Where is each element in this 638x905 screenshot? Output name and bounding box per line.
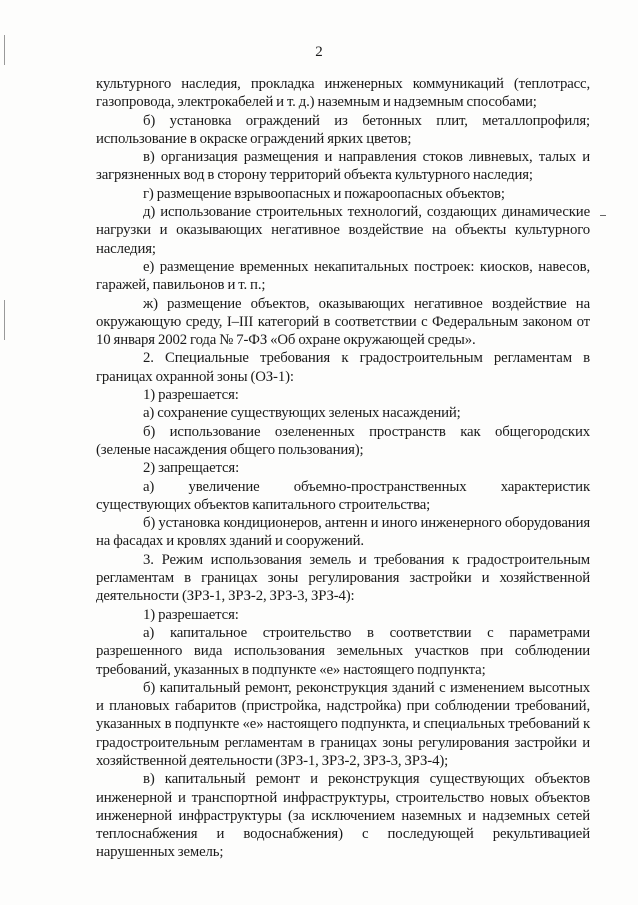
paragraph: г) размещение взрывоопасных и пожароопасных объектов;: [143, 185, 505, 202]
paragraph: 2. Специальные требования к градостроительным регламентам в границах охранной зоны (ОЗ-1):: [96, 350, 590, 385]
paragraph: б) установка кондиционеров, антенн и иного инженерного оборудования на фасадах и кровлях зданий и сооружений.: [96, 515, 590, 550]
paragraph: ж) размещение объектов, оказывающих негативное воздействие на окружающую среду, I–III категорий в соответствии с Федеральным законом от 10 января 2002 года № 7-ФЗ «Об охране окружающей среды».: [96, 295, 590, 349]
scan-edge-mark: [4, 300, 5, 340]
paragraph: 1) разрешается:: [143, 387, 239, 404]
paragraph: б) использование озелененных пространств как общегородских (зеленые насаждения общего пользования);: [96, 423, 590, 458]
paragraph: б) установка ограждений из бетонных плит, металлопрофиля; использование в окраске ограждений ярких цветов;: [96, 112, 590, 147]
paragraph: 2) запрещается:: [143, 460, 240, 477]
paragraph: а) капитальное строительство в соответствии с параметрами разрешенного вида использования земельных участков при соблюдении требований, указанных в подпункте «е» настоящего подпункта;: [96, 624, 590, 678]
paragraph: е) размещение временных некапитальных построек: киосков, навесов, гаражей, павильонов и т. п.;: [96, 258, 590, 294]
paragraph: в) капитальный ремонт и реконструкция существующих объектов инженерной и транспортной инфраструктуры, строительство новых объектов инженерной инфраструктуры (за исключением наземных и надземных сетей теплоснабжения и водоснабжения) с последующей рекультивацией нарушенных земель;: [96, 771, 590, 861]
paragraph: а) сохранение существующих зеленых насаждений;: [143, 405, 461, 422]
paragraph: 1) разрешается:: [143, 606, 239, 623]
scan-mark: [600, 215, 606, 216]
paragraph: 3. Режим использования земель и требования к градостроительным регламентам в границах зоны регулирования застройки и хозяйственной деятельности (ЗРЗ-1, ЗРЗ-2, ЗРЗ-3, ЗРЗ-4):: [96, 551, 590, 605]
paragraph: б) капитальный ремонт, реконструкция зданий с изменением высотных и плановых габаритов (пристройка, надстройка) при соблюдении требований, указанных в подпункте «е» настоящего подпункта, и специальных требований к градостроительным регламентам в границах зоны регулирования застройки и хозяйственной деятельности (ЗРЗ-1, ЗРЗ-2, ЗРЗ-3, ЗРЗ-4);: [96, 679, 590, 769]
paragraph: культурного наследия, прокладка инженерных коммуникаций (теплотрасс, газопровода, электрокабелей и т. д.) наземным и надземным способами;: [96, 76, 590, 111]
paragraph: в) организация размещения и направления стоков ливневых, талых и загрязненных вод в сторону территорий объекта культурного наследия;: [96, 149, 590, 184]
page-number: 2: [315, 44, 323, 60]
paragraph: д) использование строительных технологий, создающих динамические нагрузки и оказывающих негативное воздействие на объекты культурного наследия;: [96, 204, 590, 257]
paragraph: а) увеличение объемно-пространственных характеристик существующих объектов капитального строительства;: [96, 478, 590, 513]
scan-edge-mark: [4, 35, 5, 65]
body-text: [96, 75, 590, 862]
